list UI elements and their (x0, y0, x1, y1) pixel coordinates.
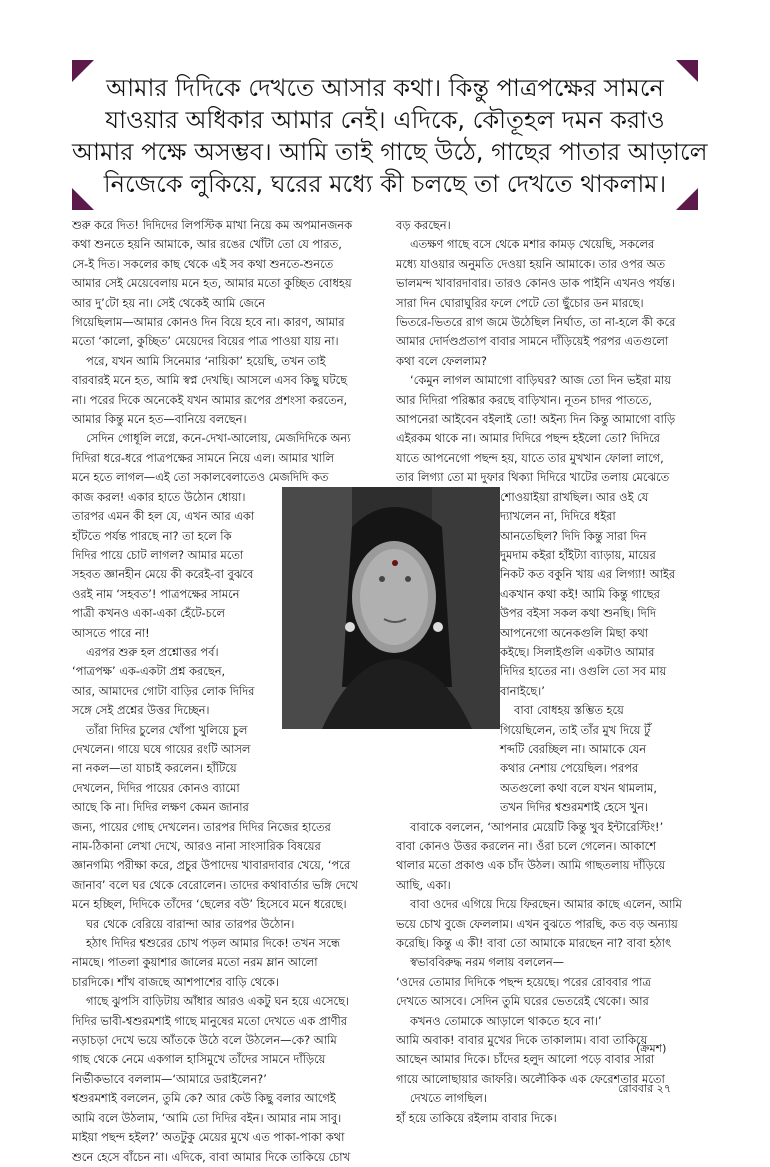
body-line: যাতে আপনেগো পছন্দ হয়, যাতে তার মুখখান ফোলা লাগে, (396, 450, 664, 465)
body-line: স্বভাববিরুদ্ধ নরম গলায় বললেন— (410, 955, 565, 970)
body-line: শুনে হেসে বাঁচেন না। এদিকে, বাবা আমার দিকে তাকিয়ে চোখ (72, 1149, 351, 1164)
body-line: থালার মতো প্রকাণ্ড এক চাঁদ উঠল। আমি গাছতলায় দাঁড়িয়ে (396, 858, 666, 873)
body-line: সেদিন গোধূলি লগ্নে, কনে-দেখা-আলোয়, মেজদিদিকে অন্য (86, 431, 351, 446)
body-line: কইছে। সিলাইগুলি একটাও আমার (500, 644, 655, 659)
body-line: কাজ করল! একার হাতে উঠোন ধোয়া। (72, 489, 246, 504)
body-line: পাত্রী কখনও একা-একা হেঁটে-চলে (72, 606, 225, 621)
body-line: আর দিদিরা পরিষ্কার করছে বাড়িখান। নূতন চাদর পাততে, (396, 392, 652, 407)
body-line: দেখতে আসবে। সেদিন তুমি ঘরের ভেতরেই থেকো। আর (396, 994, 649, 1009)
body-line: জ্ঞানগম্যি পরীক্ষা করে, প্রচুর উপাদেয় খাবারদাবার খেয়ে, ‘পরে (72, 858, 351, 873)
body-line: ভয়ে চোখ বুজে ফেললাম। এখন বুঝতে পারছি, কত বড় অন্যায় (396, 916, 678, 931)
body-line: কখনও তোমাকে আড়ালে থাকতে হবে না।’ (410, 1013, 602, 1028)
body-line: গাছ থেকে নেমে একগাল হাসিমুখে তাঁদের সামনে দাঁড়িয়ে (72, 1052, 326, 1067)
body-line: দ্যাখলেন না, দিদিরে ধইরা (500, 509, 616, 524)
body-line: নড়াচড়া দেখে ভয়ে আঁতকে উঠে বলে উঠলেন—কে? আমি (72, 1033, 337, 1048)
body-line: জন্য, পায়ের গোছ দেখলেন। তারপর দিদির নিজের হাতের (72, 819, 331, 834)
pull-quote-line: যাওয়ার অধিকার আমার নেই। এদিকে, কৌতূহল দমন করাও (105, 106, 665, 134)
body-line: সারা দিন ঘোরাঘুরির ফলে পেটে তো ছুঁচোর ডন মারছে। (396, 295, 644, 310)
body-line: উপর বইসা সকল কথা শুনছি। দিদি (500, 606, 657, 621)
body-line: ঘর থেকে বেরিয়ে বারান্দা আর তারপর উঠোন। (86, 916, 295, 931)
body-line: তাঁরা দিদির চুলের খোঁপা খুলিয়ে চুল (86, 722, 248, 737)
body-line: কথার নেশায় পেয়েছিল। পরপর (500, 761, 639, 776)
body-line: ভালমন্দ খাবারদাবার। তারও কোনও ডাক পাইনি এখনও পর্যন্ত। (396, 276, 675, 291)
body-line: শোওয়াইয়া রাখছিল। আর ওই যে (500, 489, 649, 504)
body-line: আপনেরা আইবেন বইলাই তো! অইন্য দিন কিন্তু আমাগো বাড়ি (396, 412, 676, 427)
portrait-image (282, 487, 500, 729)
body-line: আপনেগো অনেকগুলি মিছা কথা (500, 625, 649, 640)
body-line: শ্বশুরমশাই বললেন, তুমি কে? আর কেউ কিছু বলার আগেই (72, 1091, 336, 1106)
body-line: দিদির ভাবী-শ্বশুরমশাই গাছে মানুষের মতো দেখতে এক প্রাণীর (72, 1013, 348, 1028)
body-line: বাবা ওদের এগিয়ে দিয়ে ফিরছেন। আমার কাছে এলেন, আমি (410, 897, 682, 912)
body-line: ‘পাত্রপক্ষ’ এক-একটা প্রশ্ন করছেন, (72, 664, 226, 679)
pull-quote-line: নিজেকে লুকিয়ে, ঘরের মধ্যে কী চলছে তা দেখতে থাকলাম। (103, 170, 667, 198)
body-line: তার লিগ্যা তো মা দুফার থিক্যা দিদিরে খাটের তলায় মেঝেতে (396, 470, 670, 485)
body-line: গিয়েছিলেন, তাই তাঁর মুখ দিয়ে টুঁ (500, 722, 651, 737)
body-line: আছেন আমার দিকে। চাঁদের হলুদ আলো পড়ে বাবার সারা (396, 1052, 655, 1067)
body-line: জানাব’ বলে ঘর থেকে বেরোলেন। তাদের কথাবার্তার ভঙ্গি দেখে (72, 877, 358, 892)
body-line: ভিতরে-ভিতরে রাগ জমে উঠেছিল নির্ঘাত, তা না-হলে কী করে (396, 315, 676, 330)
body-line: আমার কিন্তু মনে হত—বানিয়ে বলছেন। (72, 412, 247, 427)
body-line: কথা শুনতে হয়নি আমাকে, আর রঙের খোঁটা তো যে পারত, (72, 237, 342, 252)
body-line: বড় করছেন। (396, 218, 451, 232)
body-line: আছে কি না। দিদির লক্ষণ কেমন জানার (72, 800, 249, 815)
body-line: মনে হচ্ছিল, দিদিকে তাঁদের ‘ছেলের বউ’ হিসেবে মনে ধরেছে। (72, 897, 347, 912)
body-line: দুমদাম কইরা হাঁইট্যা ব্যাড়ায়, মায়ের (500, 547, 656, 562)
body-line: আনতেছিল? দিদি কিন্তু সারা দিন (500, 528, 647, 543)
body-line: নিকট কত বকুনি খায় এর লিগ্যা! আইর (500, 567, 676, 582)
body-line: আছি, একা। (396, 877, 451, 892)
body-line: ওরই নাম ‘সহবত’! পাত্রপক্ষের সামনে (72, 586, 240, 601)
body-line: মধ্যে যাওয়ার অনুমতি দেওয়া হয়নি আমাকে। তার ওপর অত (396, 256, 666, 271)
body-line: ‘ওদের তোমার দিদিকে পছন্দ হয়েছে। পরের রোববার পাত্র (396, 974, 651, 989)
body-line: দেখতে লাগছিল। (410, 1091, 487, 1106)
body-line: হাঁটতে পর্যন্ত পারছে না? তা হলে কি (72, 528, 232, 543)
body-line: ‘কেমুন লাগল আমাগো বাড়িঘর? আজ তো দিন ভইরা মায় (410, 373, 671, 388)
body-line: নামছে। পাতলা কুয়াশার জালের মতো নরম ম্লান আলো (72, 955, 318, 970)
body-line: আমার দোর্দণ্ডপ্রতাপ বাবার সামনে দাঁড়িয়েই পরপর এতগুলো (396, 334, 669, 349)
body-line: তখন দিদির শ্বশুরমশাই হেসে খুন। (500, 800, 648, 815)
body-line: সে-ই দিত। সকলের কাছ থেকে এই সব কথা শুনতে-শুনতে (72, 256, 334, 271)
body-line: আমি অবাক! বাবার মুখের দিকে তাকালাম। বাবা তাকিয়ে (396, 1033, 648, 1048)
body-line: এরপর শুরু হল প্রশ্নোত্তর পর্ব। (86, 644, 219, 659)
pull-quote-line: আমার পক্ষে অসম্ভব। আমি তাই গাছে উঠে, গাছের পাতার আড়ালে (72, 138, 708, 166)
pull-quote-line: আমার দিদিকে দেখতে আসার কথা। কিন্তু পাত্রপক্ষের সামনে (106, 74, 664, 102)
body-line: তারপর এমন কী হল যে, এখন আর একা (72, 509, 255, 524)
body-line: দিদিরা ধরে-ধরে পাত্রপক্ষের সামনে নিয়ে এল। আমার খালি (72, 450, 334, 465)
body-line: করেছি। কিন্তু এ কী! বাবা তো আমাকে মারছেন না? বাবা হঠাৎ (396, 936, 672, 951)
body-line: সহবত জ্ঞানহীন মেয়ে কী করেই-বা বুঝবে (72, 567, 254, 582)
body-line: দেখলেন, দিদির পায়ের কোনও ব্যামো (72, 780, 240, 795)
body-line: না নকল—তা যাচাই করলেন। হাঁটিয়ে (72, 761, 237, 776)
body-line: না। পরের দিকে অনেকেই যখন আমার রূপের প্রশংসা করতেন, (72, 392, 348, 407)
continued-marker: (ক্রমশ) (636, 1042, 667, 1055)
body-line: বারবারই মনে হত, আমি স্বপ্ন দেখছি। আসলে এসব কিছু ঘটছে (72, 373, 348, 388)
body-line: আর দু’টো হয় না। সেই থেকেই আমি জেনে (72, 295, 266, 310)
body-line: আর, আমাদের গোটা বাড়ির লোক দিদির (72, 683, 255, 698)
author-photo (282, 487, 500, 729)
body-line: একখান কথা কই! আমি কিন্তু গাছের (500, 586, 660, 601)
body-line: দিদির হাতের না। ওগুলি তো সব মায় (500, 664, 667, 679)
body-line: এতক্ষণ গাছে বসে থেকে মশার কামড় খেয়েছি, সকলের (410, 237, 655, 252)
body-line: বাবা বোধহয় স্তম্ভিত হয়ে (514, 703, 624, 718)
body-line: নাম-ঠিকানা লেখা দেখে, আরও নানা সাংসারিক বিষয়ের (72, 839, 321, 853)
pull-quote (72, 60, 708, 210)
body-line: মতো ‘কালো, কুচ্ছিত’ মেয়েদের বিয়ের পাত্র পাওয়া যায় না। (72, 334, 339, 349)
body-line: আসতে পারে না! (72, 625, 150, 640)
body-line: আমার সেই মেয়েবেলায় মনে হত, আমার মতো কুচ্ছিত বোধহয় (72, 276, 352, 291)
body-line: বাবা কোনও উত্তর করলেন না। ওঁরা চলে গেলেন। আকাশে (396, 839, 656, 853)
body-line: বানাইছে।’ (500, 683, 545, 698)
body-line: মাইয়া পছন্দ হইল?’ অতটুকু মেয়ের মুখে এত পাকা-পাকা কথা (72, 1130, 345, 1145)
body-line: এইরকম থাকে না। আমার দিদিরে পছন্দ হইলো তো? দিদিরে (396, 431, 660, 446)
body-line: দেখলেন। গায়ে ঘষে গায়ের রংটি আসল (72, 741, 251, 756)
body-line: অতগুলো কথা বলে যখন থামলাম, (500, 780, 657, 795)
body-line: সঙ্গে সেই প্রশ্নের উত্তর দিচ্ছেন। (72, 703, 210, 718)
page-folio: রোববার ২৭ (618, 1082, 671, 1095)
body-line: হাঁ হয়ে তাকিয়ে রইলাম বাবার দিকে। (396, 1110, 557, 1125)
body-line: পরে, যখন আমি সিনেমার ‘নায়িকা’ হয়েছি, তখন তাই (86, 353, 326, 368)
body-line: শব্দটি বেরচ্ছিল না। আমাকে যেন (500, 741, 647, 756)
body-line: গিয়েছিলাম—আমার কোনও দিন বিয়ে হবে না। কারণ, আমার (72, 315, 345, 330)
body-line: আমি বলে উঠলাম, ‘আমি তো দিদির বইন। আমার নাম সাবু। (72, 1110, 342, 1125)
body-line: নির্ভীকভাবে বললাম—‘আমারে ডরাইলেন?’ (72, 1071, 267, 1086)
body-line: গায়ে আলোছায়ার জাফরি। অলৌকিক এক ফেরেশতার মতো (396, 1071, 665, 1086)
body-line: মনে হতে লাগল—এই তো সকালবেলাতেও মেজদিদি কত (72, 470, 329, 485)
body-line: বাবাকে বললেন, ‘আপনার মেয়েটি কিন্তু খুব ইন্টারেস্টিং!’ (410, 819, 664, 834)
body-line: গাছে ঝুপসি বাড়িটায় আঁধার আরও একটু ঘন হয়ে এসেছে। (86, 994, 350, 1009)
body-line: কথা বলে ফেললাম? (396, 353, 487, 368)
body-line: শুরু করে দিত! দিদিদের লিপস্টিক মাখা নিয়ে কম অপমানজনক (72, 218, 353, 232)
body-line: হঠাৎ দিদির শ্বশুরের চোখ পড়ল আমার দিকে! তখন সন্ধে (86, 936, 340, 951)
body-line: দিদির পায়ে চোট লাগল? আমার মতো (72, 547, 244, 562)
body-line: চারদিকে। শাঁখ বাজছে আশপাশের বাড়ি থেকে। (72, 974, 279, 989)
